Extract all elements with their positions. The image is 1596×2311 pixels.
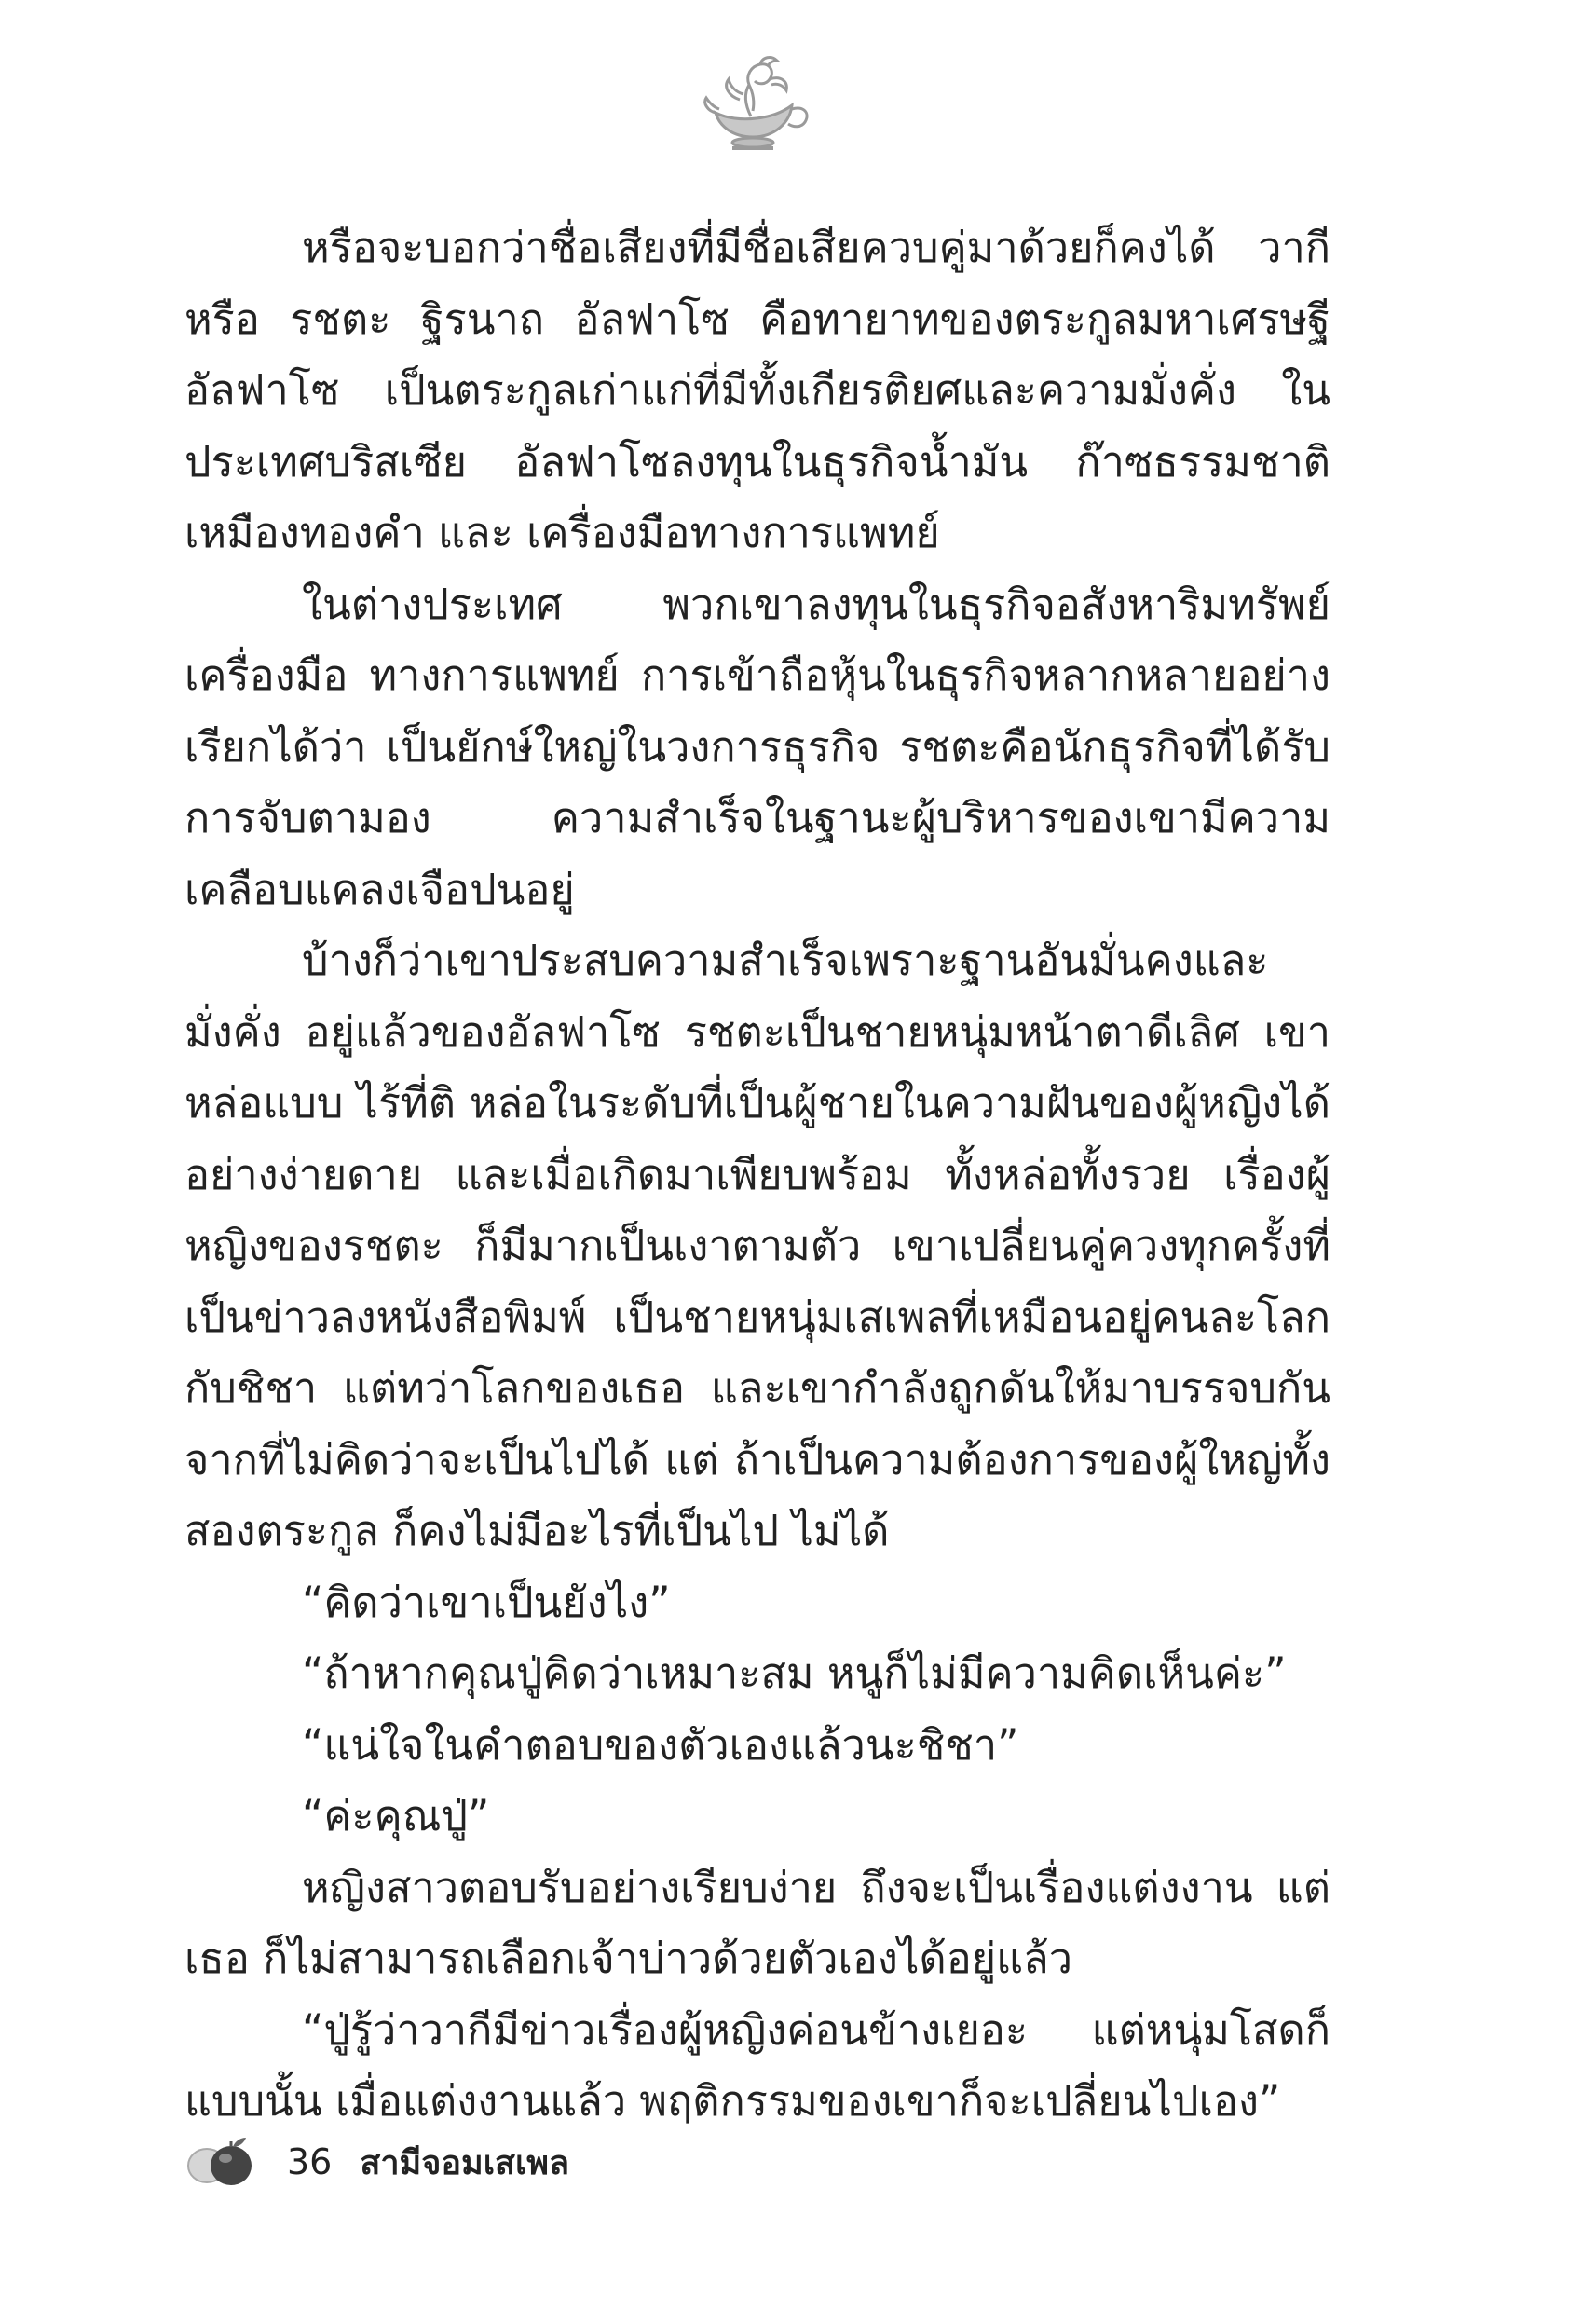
- page-footer: [184, 2134, 569, 2190]
- paragraph: หรือจะบอกว่าชื่อเสียงที่มีชื่อเสียควบคู่มาด้วยก็คงได้ วากี หรือ รชตะ ฐิรนาถ อัลฟาโซ คือทายาทของตระกูลมหาเศรษฐี อัลฟาโซ เป็นตระกูลเก่าแก่ที่มีทั้งเกียรติยศและความมั่งคั่ง ในประเทศบริสเซีย อัลฟาโซลงทุนในธุรกิจน้ำมัน ก๊าซธรรมชาติ เหมืองทองคำ และ เครื่องมือทางการแพทย์: [184, 223, 1330, 557]
- paragraph: ในต่างประเทศ พวกเขาลงทุนในธุรกิจอสังหาริมทรัพย์ เครื่องมือ ทางการแพทย์ การเข้าถือหุ้นในธุรกิจหลากหลายอย่าง เรียกได้ว่า เป็นยักษ์ใหญ่ในวงการธุรกิจ รชตะคือนักธุรกิจที่ได้รับการจับตามอง ความสำเร็จในฐานะผู้บริหารของเขามีความเคลือบแคลงเจือปนอยู่: [184, 579, 1330, 914]
- dialogue-line: “แน่ใจในคำตอบของตัวเองแล้วนะชิชา”: [302, 1719, 1019, 1770]
- apple-icon: [184, 2134, 261, 2190]
- genie-lamp-icon: [695, 51, 816, 168]
- page-number: 36: [287, 2141, 333, 2182]
- paragraph: “ปู่รู้ว่าวากีมีข่าวเรื่องผู้หญิงค่อนข้างเยอะ แต่หนุ่มโสดก็แบบนั้น เมื่อแต่งงานแล้ว พฤติกรรมของเขาก็จะเปลี่ยนไปเอง”: [184, 2004, 1330, 2126]
- paragraph: บ้างก็ว่าเขาประสบความสำเร็จเพราะฐานอันมั่นคงและมั่งคั่ง อยู่แล้วของอัลฟาโซ รชตะเป็นชายหนุ่มหน้าตาดีเลิศ เขาหล่อแบบ ไร้ที่ติ หล่อในระดับที่เป็นผู้ชายในความฝันของผู้หญิงได้อย่างง่ายดาย และเมื่อเกิดมาเพียบพร้อม ทั้งหล่อทั้งรวย เรื่องผู้หญิงของรชตะ ก็มีมากเป็นเงาตามตัว เขาเปลี่ยนคู่ควงทุกครั้งที่เป็นข่าวลงหนังสือพิมพ์ เป็นชายหนุ่มเสเพลที่เหมือนอยู่คนละโลกกับชิชา แต่ทว่าโลกของเธอ และเขากำลังถูกดันให้มาบรรจบกัน จากที่ไม่คิดว่าจะเป็นไปได้ แต่ ถ้าเป็นความต้องการของผู้ใหญ่ทั้งสองตระกูล ก็คงไม่มีอะไรที่เป็นไป ไม่ได้: [184, 936, 1330, 1555]
- body-text: [184, 212, 1330, 2138]
- book-title: สามีจอมเสเพล: [360, 2143, 570, 2182]
- dialogue-line: “คิดว่าเขาเป็นยังไง”: [302, 1577, 671, 1627]
- dialogue-line: “ถ้าหากคุณปู่คิดว่าเหมาะสม หนูก็ไม่มีความคิดเห็นค่ะ”: [302, 1648, 1287, 1698]
- dialogue-line: “ค่ะคุณปู่”: [302, 1791, 490, 1840]
- paragraph: หญิงสาวตอบรับอย่างเรียบง่าย ถึงจะเป็นเรื่องแต่งงาน แต่เธอ ก็ไม่สามารถเลือกเจ้าบ่าวด้วยตัวเองได้อยู่แล้ว: [184, 1862, 1330, 1983]
